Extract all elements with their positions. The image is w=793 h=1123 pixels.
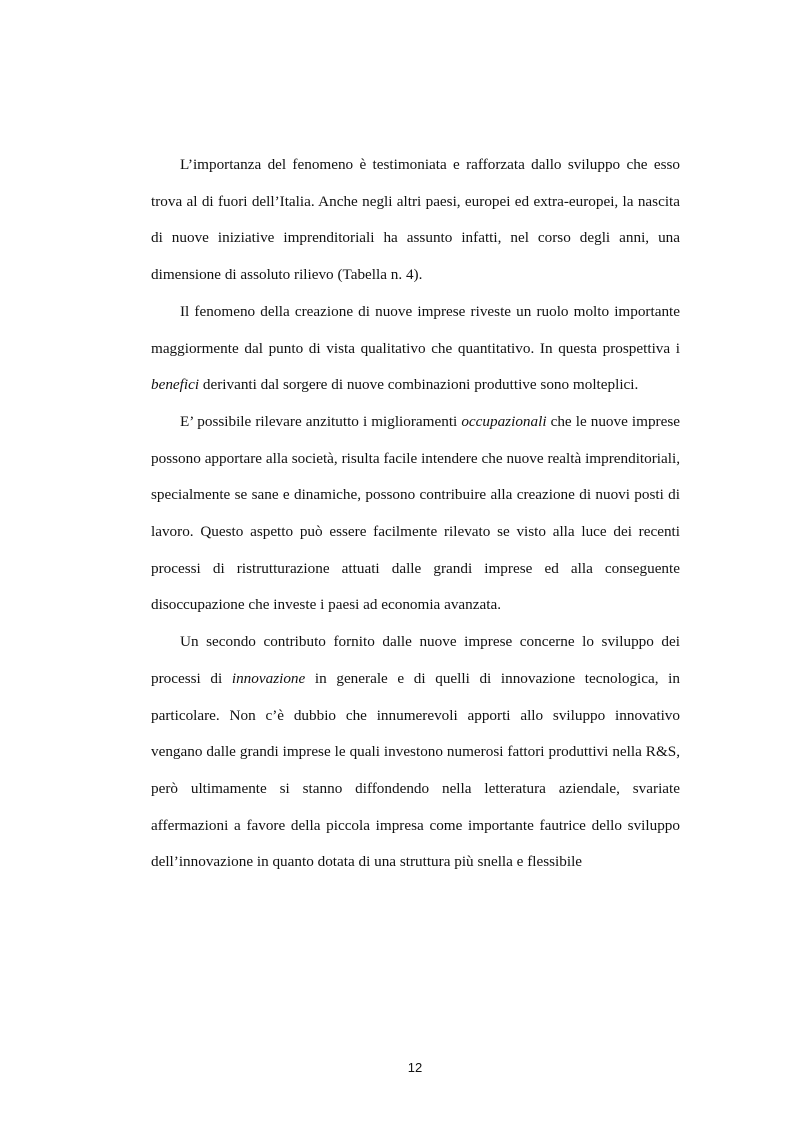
- paragraph-4-text-b: in generale e di quelli di innovazione tecnologica, in particolare. Non c’è dubbio che innumerevoli apporti allo sviluppo innovativo vengano dalle grandi imprese le quali investono numerosi fattori produttivi nella R&S, però ultimamente si stanno diffondendo nella letteratura aziendale, svariate affermazioni a favore della piccola impresa come importante fautrice dello sviluppo dell’innovazione in quanto dotata di una struttura più snella e flessibile: [151, 669, 680, 871]
- paragraph-4: [151, 624, 680, 881]
- paragraph-1-text: L’importanza del fenomeno è testimoniata e rafforzata dallo sviluppo che esso trova al di fuori dell’Italia. Anche negli altri paesi, europei ed extra-europei, la nascita di nuove iniziative imprenditoriali ha assunto infatti, nel corso degli anni, una dimensione di assoluto rilievo (Tabella n. 4).: [151, 156, 680, 284]
- paragraph-3-italic-occupazionali: occupazionali: [461, 412, 547, 430]
- paragraph-4-text-a: Un secondo contributo fornito dalle nuove imprese concerne lo sviluppo dei processi di: [151, 633, 680, 687]
- paragraph-2: [151, 294, 680, 404]
- body-text: [151, 147, 680, 881]
- paragraph-2-italic-benefici: benefici: [151, 376, 200, 394]
- paragraph-3-text-a: E’ possibile rilevare anzitutto i miglioramenti: [180, 412, 462, 430]
- paragraph-2-text-b: derivanti dal sorgere di nuove combinazioni produttive sono molteplici.: [199, 376, 639, 394]
- paragraph-3-text-b: che le nuove imprese possono apportare alla società, risulta facile intendere che nuove realtà imprenditoriali, specialmente se sane e dinamiche, possono contribuire alla creazione di nuovi posti di lavoro. Questo aspetto può essere facilmente rilevato se visto alla luce dei recenti processi di ristrutturazione attuati dalle grandi imprese ed alla conseguente disoccupazione che investe i paesi ad economia avanzata.: [151, 412, 680, 614]
- page-number: 12: [407, 1060, 423, 1075]
- paragraph-2-text-a: Il fenomeno della creazione di nuove imprese riveste un ruolo molto importante maggiormente dal punto di vista qualitativo che quantitativo. In questa prospettiva i: [151, 302, 680, 357]
- paragraph-1: [151, 147, 680, 294]
- paragraph-4-italic-innovazione: innovazione: [231, 669, 306, 687]
- paragraph-3: [151, 404, 680, 624]
